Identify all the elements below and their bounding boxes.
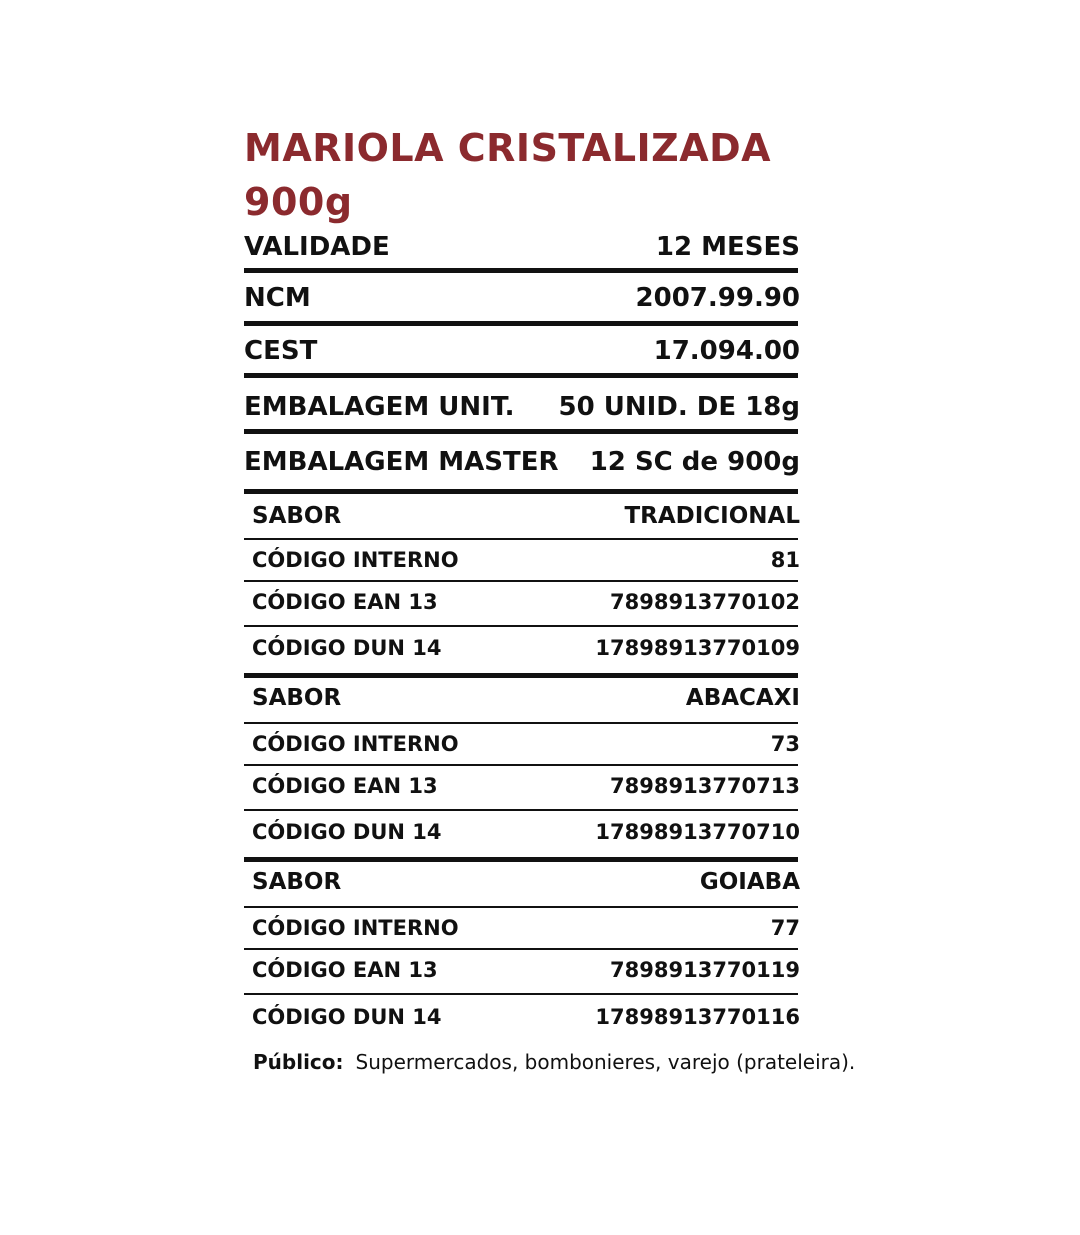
code-row — [244, 590, 800, 614]
product-title: MARIOLA CRISTALIZADA — [244, 126, 772, 170]
divider — [244, 268, 798, 273]
flavor-value: TRADICIONAL — [624, 503, 800, 529]
divider — [244, 489, 798, 494]
divider — [244, 993, 798, 995]
code-label: CÓDIGO INTERNO — [252, 916, 459, 940]
code-value: 77 — [770, 916, 800, 940]
code-value: 7898913770102 — [610, 590, 800, 614]
spec-row-validade — [244, 232, 800, 262]
divider — [244, 580, 798, 582]
code-value: 81 — [770, 548, 800, 572]
code-label: CÓDIGO DUN 14 — [252, 1005, 442, 1029]
spec-value: 50 UNID. DE 18g — [558, 392, 800, 422]
flavor-label: SABOR — [252, 685, 342, 711]
code-row — [244, 958, 800, 982]
code-label: CÓDIGO DUN 14 — [252, 636, 442, 660]
code-label: CÓDIGO INTERNO — [252, 732, 459, 756]
divider — [244, 373, 798, 378]
product-weight: 900g — [244, 180, 353, 224]
divider — [244, 764, 798, 766]
spec-label: NCM — [244, 283, 311, 313]
audience-text: Supermercados, bombonieres, varejo (prateleira). — [355, 1050, 856, 1074]
spec-label: EMBALAGEM MASTER — [244, 447, 559, 477]
code-row — [244, 548, 800, 572]
code-value: 17898913770710 — [595, 820, 800, 844]
spec-row-ncm — [244, 283, 800, 313]
divider — [244, 809, 798, 811]
spec-value: 12 MESES — [655, 232, 800, 262]
code-value: 17898913770109 — [595, 636, 800, 660]
flavor-row-goiaba — [244, 869, 800, 895]
divider — [244, 722, 798, 724]
spec-value: 2007.99.90 — [635, 283, 800, 313]
flavor-row-tradicional — [244, 503, 800, 529]
divider — [244, 538, 798, 540]
flavor-label: SABOR — [252, 503, 342, 529]
code-label: CÓDIGO EAN 13 — [252, 774, 438, 798]
spec-row-embalagem-master — [244, 447, 800, 477]
code-value: 17898913770116 — [595, 1005, 800, 1029]
divider — [244, 906, 798, 908]
audience-note — [253, 1050, 855, 1074]
divider — [244, 673, 798, 678]
code-row — [244, 636, 800, 660]
code-label: CÓDIGO EAN 13 — [252, 958, 438, 982]
flavor-row-abacaxi — [244, 685, 800, 711]
divider — [244, 625, 798, 627]
code-label: CÓDIGO INTERNO — [252, 548, 459, 572]
divider — [244, 857, 798, 862]
spec-value: 17.094.00 — [653, 336, 800, 366]
flavor-value: ABACAXI — [685, 685, 800, 711]
code-value: 7898913770119 — [610, 958, 800, 982]
spec-label: CEST — [244, 336, 318, 366]
divider — [244, 429, 798, 434]
flavor-value: GOIABA — [699, 869, 800, 895]
code-row — [244, 1005, 800, 1029]
flavor-label: SABOR — [252, 869, 342, 895]
code-label: CÓDIGO EAN 13 — [252, 590, 438, 614]
code-row — [244, 916, 800, 940]
code-value: 73 — [770, 732, 800, 756]
code-row — [244, 774, 800, 798]
spec-value: 12 SC de 900g — [589, 447, 800, 477]
spec-label: EMBALAGEM UNIT. — [244, 392, 515, 422]
code-row — [244, 820, 800, 844]
code-value: 7898913770713 — [610, 774, 800, 798]
code-row — [244, 732, 800, 756]
spec-label: VALIDADE — [244, 232, 390, 262]
code-label: CÓDIGO DUN 14 — [252, 820, 442, 844]
divider — [244, 948, 798, 950]
spec-row-embalagem-unit — [244, 392, 800, 422]
audience-label: Público: — [253, 1050, 344, 1074]
spec-row-cest — [244, 336, 800, 366]
divider — [244, 321, 798, 326]
